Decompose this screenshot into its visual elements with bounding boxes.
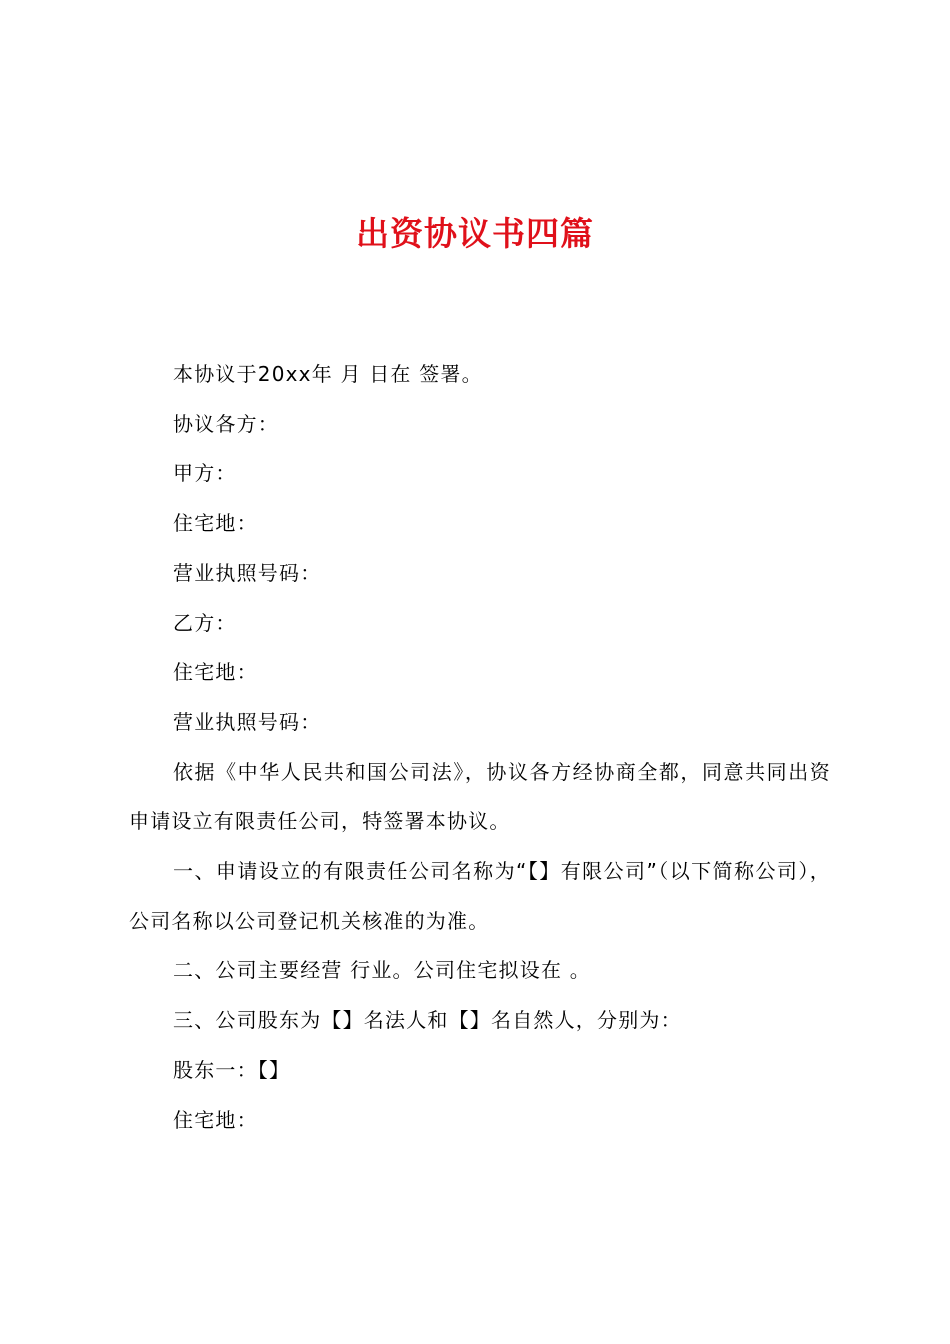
party-b-address: 住宅地： xyxy=(173,660,258,685)
party-a-address: 住宅地： xyxy=(173,511,258,536)
agreement-date-line: 本协议于20xx年 月 日在 签署。 xyxy=(173,362,483,386)
party-b-license: 营业执照号码： xyxy=(173,709,322,734)
party-a-license: 营业执照号码： xyxy=(173,560,322,585)
document-title: 出资协议书四篇 xyxy=(356,214,594,253)
shareholder-one: 股东一：【】 xyxy=(173,1057,291,1082)
document-body xyxy=(129,350,831,1145)
party-a-label: 甲方： xyxy=(173,461,237,486)
shareholder-one-address: 住宅地： xyxy=(173,1107,258,1132)
preamble-paragraph: 依据《中华人民共和国公司法》，协议各方经协商全都，同意共同出资申请设立有限责任公司，特签署本协议。 xyxy=(129,759,831,834)
clause-1-company-name: 一、申请设立的有限责任公司名称为“【】有限公司”（以下简称公司），公司名称以公司登记机关核准的为准。 xyxy=(129,859,831,933)
clause-3-shareholders: 三、公司股东为【】名法人和【】名自然人，分别为： xyxy=(173,1008,682,1033)
parties-heading: 协议各方： xyxy=(173,411,279,436)
party-b-label: 乙方： xyxy=(173,610,237,635)
clause-2-business-scope: 二、公司主要经营 行业。公司住宅拟设在 。 xyxy=(173,958,591,983)
